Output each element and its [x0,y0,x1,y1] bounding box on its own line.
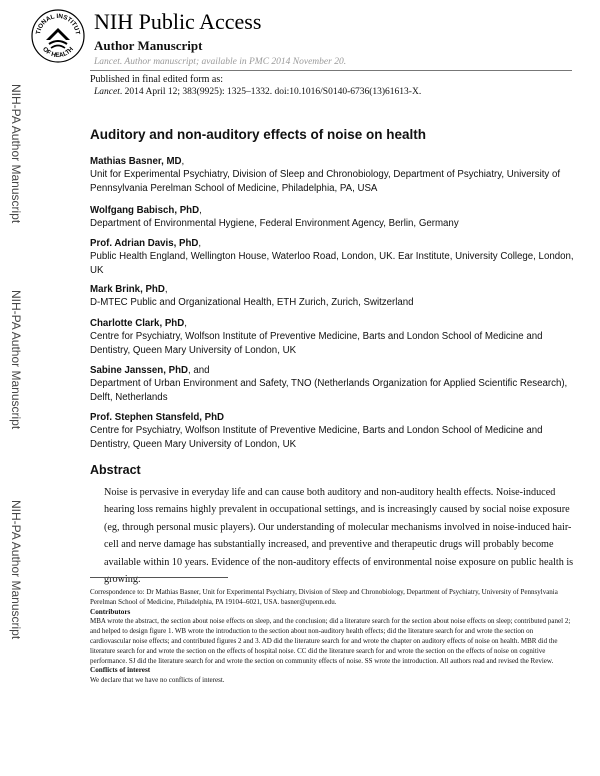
author-suffix: , [184,318,187,329]
svg-text:OF HEALTH: OF HEALTH [41,45,75,60]
author-name: Wolfgang Babisch, PhD [90,205,200,216]
correspondence-note: Correspondence to: Dr Mathias Basner, Unit for Experimental Psychiatry, Division of Sleep and Chronobiology, Department of Psychiatry, University of Pennsylvania Perelman School of Medicine, Philadelphia, PA 19104–6021, USA. basner@upenn.edu. [90,588,558,606]
author-affiliation: Department of Environmental Hygiene, Federal Environment Agency, Berlin, Germany [90,218,459,230]
side-banner-2: NIH-PA Author Manuscript [9,290,23,430]
author-name: Charlotte Clark, PhD [90,318,185,329]
author-suffix: , [164,284,168,295]
svg-text:NATIONAL INSTITUTES: TIONAL INSTITUT [35,12,81,36]
nih-public-access-title: NIH Public Access [94,9,262,34]
author-affiliation: Unit for Experimental Psychiatry, Division of Sleep and Chronobiology, Department of Psychiatry, University of Pennsylvania Perelman School of Medicine, Philadelphia, PA, USA [90,169,561,194]
published-final-label: Published in final edited form as: [90,74,224,85]
author-entry [90,155,578,195]
author-name: Prof. Adrian Davis, PhD [90,238,199,249]
author-affiliation: Centre for Psychiatry, Wolfson Institute of Preventive Medicine, Barts and London School of Medicine and Dentistry, Queen Mary University of London, UK [90,331,543,356]
contributors-text: MBA wrote the abstract, the section about noise effects on sleep, and the conclusion; did a literature search for the section about noise effects on sleep; contributed panel 2; and helped to design figure 1. WB wrote the introduction to the section about non-auditory health effects; did the literature search for and wrote the section on cardiovascular noise effects; and contributed figures 2 and 3. AD did the literature search for and wrote the chapter on auditory effects of noise on health. MBR did the literature search for and wrote the section on the effects of hospital noise. CC did the literature search for and wrote the section on the effects of noise on cognitive performance. SJ did the literature search for and wrote the section on community effects of noise. SS wrote the introduction. All authors read and revised the Review. [90,617,571,665]
author-suffix: , [198,238,202,249]
author-affiliation: D-MTEC Public and Organizational Health, ETH Zurich, Zurich, Switzerland [90,297,414,309]
author-entry [90,364,578,404]
conflicts-heading: Conflicts of interest [90,666,151,675]
citation [94,86,421,98]
author-entry [90,411,578,451]
nih-logo [30,8,86,64]
author-entry [90,283,578,310]
author-name: Sabine Janssen, PhD [90,365,188,376]
author-entry [90,237,578,277]
author-affiliation: Public Health England, Wellington House, Waterloo Road, London, UK. Ear Institute, University College, London, UK [90,251,574,276]
conflicts-text: We declare that we have no conflicts of interest. [90,676,225,685]
header-divider [90,70,572,71]
author-affiliation: Centre for Psychiatry, Wolfson Institute of Preventive Medicine, Barts and London School of Medicine and Dentistry, Queen Mary University of London, UK [90,425,543,450]
author-suffix: , [199,205,202,216]
side-banner-3: NIH-PA Author Manuscript [9,500,23,640]
availability-note: Lancet. Author manuscript; available in PMC 2014 November 20. [94,57,347,67]
author-affiliation: Department of Urban Environment and Safety, TNO (Netherlands Organization for Applied Scientific Research), Delft, Netherlands [90,378,568,403]
contributors-heading: Contributors [90,607,131,616]
side-banner-1: NIH-PA Author Manuscript [9,84,23,224]
author-name: Prof. Stephen Stansfeld, PhD [90,412,225,423]
author-name: Mark Brink, PhD [90,284,165,295]
author-entry [90,317,578,357]
author-suffix: , and [188,365,210,376]
author-suffix: , [181,156,185,167]
abstract-heading: Abstract [90,463,141,477]
footnotes [90,588,574,686]
citation-journal: Lancet [94,87,120,97]
paper-title: Auditory and non-auditory effects of noise on health [90,127,427,142]
abstract-text: Noise is pervasive in everyday life and can cause both auditory and non-auditory health effects. Noise-induced hearing loss remains highly prevalent in occupational settings, and is increasingly caused by social noise exposure (eg, through personal music players). Our understanding of molecular mechanisms involved in noise-induced hair-cell and nerve damage has substantially increased, and preventive and therapeutic drugs will probably become available within 10 years. Evidence of the non-auditory effects of environmental noise exposure on public health is growing. [104,487,574,586]
author-name: Mathias Basner, MD [90,156,182,167]
author-manuscript-label: Author Manuscript [94,38,203,53]
citation-details: . 2014 April 12; 383(9925): 1325–1332. doi:10.1016/S0140-6736(13)61613-X. [119,87,422,97]
footnote-divider [90,577,228,578]
author-entry [90,204,578,231]
